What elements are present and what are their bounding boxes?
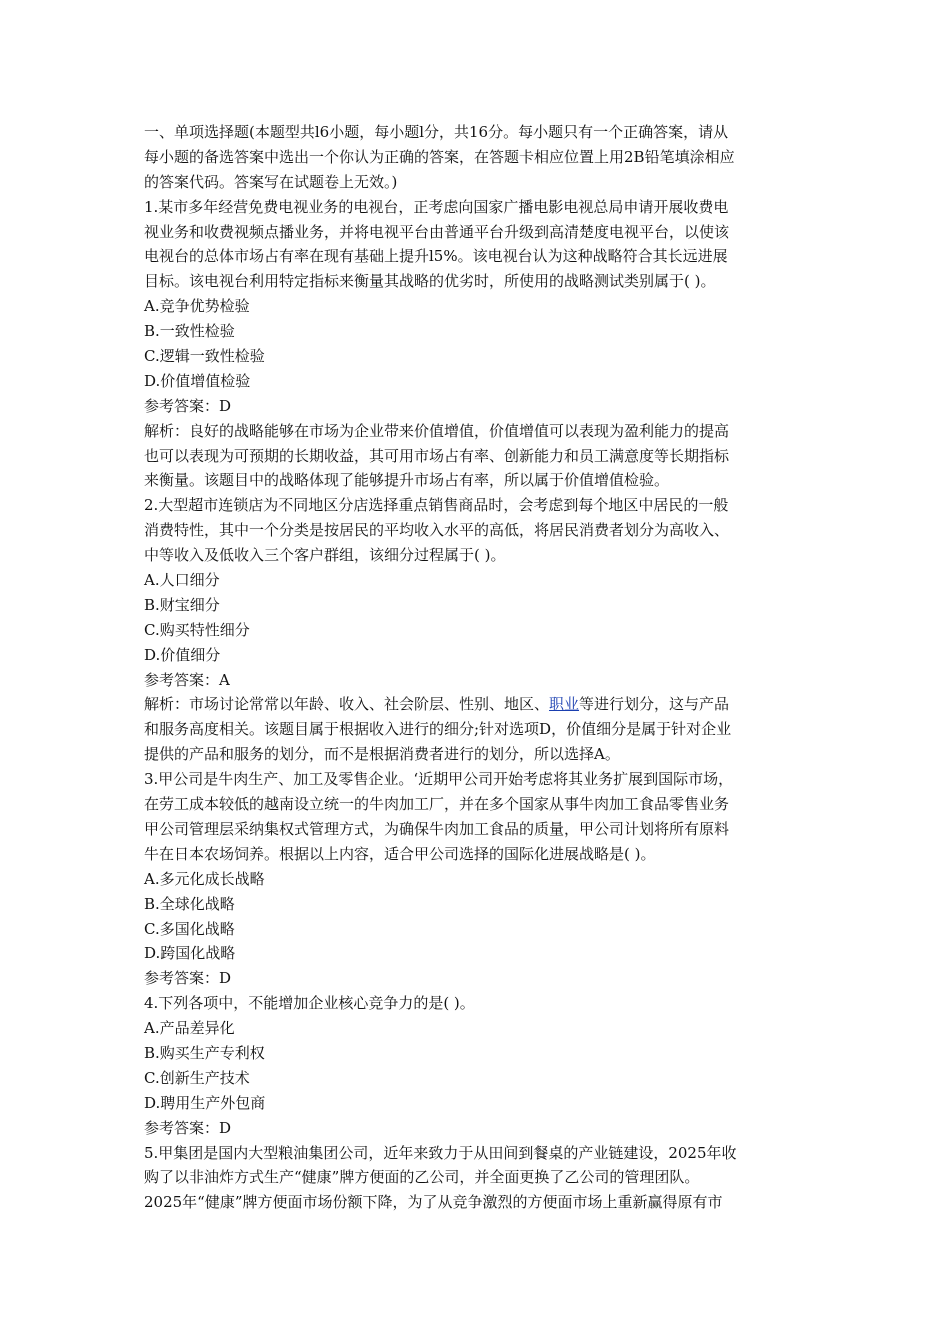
text-line: 每小题的备选答案中选出一个你认为正确的答案，在答题卡相应位置上用2B铅笔填涂相应	[144, 147, 735, 166]
text-line: 也可以表现为可预期的长期收益，其可用市场占有率、创新能力和员工满意度等长期指标	[144, 446, 730, 465]
reference-answer: 参考答案：A	[144, 670, 230, 689]
option-a: A.产品差异化	[144, 1019, 235, 1038]
option-a: A.人口细分	[144, 571, 220, 590]
option-c: C.多国化战略	[144, 919, 235, 938]
option-a: A.竞争优势检验	[144, 297, 250, 316]
text-line: 电视台的总体市场占有率在现有基础上提升l5%。该电视台认为这种战略符合其长远进展	[144, 247, 728, 266]
option-b: B.全球化战略	[144, 894, 235, 913]
question-3-text: 3.甲公司是牛肉生产、加工及零售企业。‘近期甲公司开始考虑将其业务扩展到国际市场，	[144, 770, 734, 789]
text-line: 2025年“健康”牌方便面市场份额下降，为了从竞争激烈的方便面市场上重新赢得原有市	[144, 1193, 723, 1212]
explanation-text	[144, 692, 808, 717]
document-page	[144, 120, 808, 1215]
text-line: 牛在日本农场饲养。根据以上内容，适合甲公司选择的国际化进展战略是( )。	[144, 844, 656, 863]
option-a: A.多元化成长战略	[144, 869, 265, 888]
text-line: 购了以非油炸方式生产“健康”牌方便面的乙公司，并全面更换了乙公司的管理团队。	[144, 1168, 700, 1187]
explanation-text-before: 解析：市场讨论常常以年龄、收入、社会阶层、性别、地区、	[144, 695, 550, 714]
text-line: 消费特性，其中一个分类是按居民的平均收入水平的高低，将居民消费者划分为高收入、	[144, 521, 730, 540]
text-line: 来衡量。该题目中的战略体现了能够提升市场占有率，所以属于价值增值检验。	[144, 471, 670, 490]
occupation-link[interactable]: 职业	[549, 695, 580, 714]
option-b: B.财宝细分	[144, 595, 220, 614]
option-d: D.价值增值检验	[144, 371, 251, 390]
text-line: 的答案代码。答案写在试题卷上无效。)	[144, 172, 398, 191]
option-d: D.聘用生产外包商	[144, 1093, 266, 1112]
reference-answer: 参考答案：D	[144, 396, 232, 415]
text-line: 和服务高度相关。该题目属于根据收入进行的细分;针对选项D，价值细分是属于针对企业	[144, 720, 732, 739]
option-b: B.一致性检验	[144, 322, 235, 341]
option-d: D.跨国化战略	[144, 944, 236, 963]
text-line: 中等收入及低收入三个客户群组，该细分过程属于( )。	[144, 546, 506, 565]
question-4-text: 4.下列各项中，不能增加企业核心竞争力的是( )。	[144, 994, 475, 1013]
text-line: 视业务和收费视频点播业务，并将电视平台由普通平台升级到高清楚度电视平台，以使该	[144, 222, 730, 241]
reference-answer: 参考答案：D	[144, 969, 232, 988]
explanation-text-after: 等进行划分，这与产品	[579, 695, 730, 714]
option-d: D.价值细分	[144, 645, 221, 664]
option-c: C.逻辑一致性检验	[144, 347, 265, 366]
text-line: 一、单项选择题(本题型共l6小题，每小题l分，共16分。每小题只有一个正确答案，请从	[144, 123, 729, 141]
text-line: 目标。该电视台利用特定指标来衡量其战略的优劣时，所使用的战略测试类别属于( )。	[144, 272, 716, 291]
option-c: C.创新生产技术	[144, 1068, 250, 1087]
question-1-text: 1.某市多年经营免费电视业务的电视台，正考虑向国家广播电影电视总局申请开展收费电	[144, 197, 729, 216]
question-2-text: 2.大型超市连锁店为不同地区分店选择重点销售商品时，会考虑到每个地区中居民的一般	[144, 496, 729, 515]
question-5-text: 5.甲集团是国内大型粮油集团公司，近年来致力于从田间到餐桌的产业链建设，2025年收	[144, 1143, 737, 1162]
text-line: 在劳工成本较低的越南设立统一的牛肉加工厂，并在多个国家从事牛肉加工食品零售业务	[144, 795, 730, 814]
reference-answer: 参考答案：D	[144, 1118, 232, 1137]
option-b: B.购买生产专利权	[144, 1043, 265, 1062]
option-c: C.购买特性细分	[144, 620, 250, 639]
text-line: 提供的产品和服务的划分，而不是根据消费者进行的划分，所以选择A。	[144, 745, 620, 764]
explanation-text: 解析：良好的战略能够在市场为企业带来价值增值，价值增值可以表现为盈利能力的提高	[144, 421, 730, 440]
text-line: 甲公司管理层采纳集权式管理方式，为确保牛肉加工食品的质量，甲公司计划将所有原料	[144, 819, 730, 838]
